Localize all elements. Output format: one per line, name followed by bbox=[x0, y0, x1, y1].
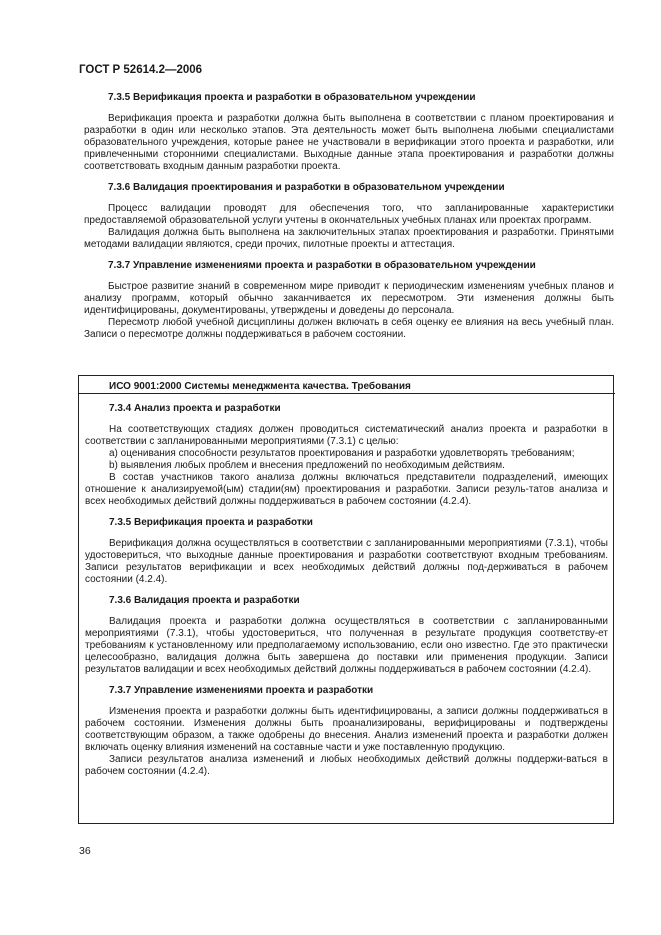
box-title: ИСО 9001:2000 Системы менеджмента качества. Требования bbox=[109, 381, 411, 392]
section-title: 7.3.5 Верификация проекта и разработки в образовательном учреждении bbox=[108, 92, 476, 103]
box-section-7-3-5 bbox=[85, 517, 608, 586]
box-section-7-3-7 bbox=[85, 685, 608, 778]
section-title: 7.3.6 Валидация проекта и разработки bbox=[109, 595, 300, 606]
iso-quote-box bbox=[78, 375, 614, 824]
paragraph: Записи результатов анализа изменений и любых необходимых действий должны поддержи-ваться в рабочем состоянии (4.2.4). bbox=[85, 754, 608, 777]
document-header: ГОСТ Р 52614.2—2006 bbox=[79, 64, 203, 76]
paragraph: Валидация должна быть выполнена на заключительных этапах проектирования и разработки. Принятыми методами валидации являются, среди прочих, пилотные проекты и аттестация. bbox=[84, 227, 614, 250]
paragraph: Верификация должна осуществляться в соответствии с запланированными мероприятиями (7.3.1), чтобы удостовериться, что выходные данные проектирования и разработки соответствуют входным требованиям. Записи результатов верификации и всех необходимых действий должны под-держиваться в рабочем состоянии (4.2.4). bbox=[85, 538, 608, 585]
paragraph: На соответствующих стадиях должен проводиться систематический анализ проекта и разработки в соответствии с запланированными мероприятиями (7.3.1) с целью: bbox=[85, 424, 608, 447]
list-item-b: b) выявления любых проблем и внесения предложений по необходимым действиям. bbox=[109, 460, 505, 471]
main-text bbox=[84, 92, 614, 350]
section-title: 7.3.5 Верификация проекта и разработки bbox=[109, 517, 313, 528]
section-7-3-5 bbox=[84, 92, 614, 173]
paragraph: В состав участников такого анализа должны включаться представители подразделений, имеющих отношение к анализируемой(ым) стадии(ям) проектирования и разработки. Записи резуль-татов анализа и всех необходимых действий должны поддерживаться в рабочем состоянии (4.2.4). bbox=[85, 472, 608, 507]
paragraph: Верификация проекта и разработки должна быть выполнена в соответствии с планом проектирования и разработки в один или несколько этапов. Эта деятельность может быть выполнена любыми специалистами образовательного учреждения, которые ранее не участвовали в верификации этого проекта и разработки, или привлеченными сторонними специалистами. Выходные данные этапа проектирования и разработки должны соответствовать входным данным разработки проекта. bbox=[84, 113, 614, 172]
box-section-7-3-6 bbox=[85, 595, 608, 676]
section-title: 7.3.7 Управление изменениями проекта и разработки bbox=[109, 685, 374, 696]
paragraph: Валидация проекта и разработки должна осуществляться в соответствии с запланированными мероприятиями (7.3.1), чтобы удостовериться, что полученная в результате продукция соответству-ет требованиям к установленному или предполагаемому использованию, если оно известно. Где это практически целесообразно, валидация должна быть завершена до поставки или применения продукции. Записи результатов валидации и всех необходимых действий должны поддерживаться в рабочем состоянии (4.2.4). bbox=[85, 616, 608, 675]
section-title: 7.3.4 Анализ проекта и разработки bbox=[109, 403, 281, 414]
box-content bbox=[85, 381, 608, 778]
paragraph: Процесс валидации проводят для обеспечения того, что запланированные характеристики предоставляемой образовательной услуги учтены в окончательных учебных планах или проектах программ. bbox=[84, 203, 614, 226]
section-7-3-7 bbox=[84, 260, 614, 341]
page-number: 36 bbox=[79, 845, 91, 857]
section-7-3-6 bbox=[84, 182, 614, 251]
list-item-a: a) оценивания способности результатов проектирования и разработки удовлетворять требованиям; bbox=[109, 448, 575, 459]
section-title: 7.3.6 Валидация проектирования и разработки в образовательном учреждении bbox=[108, 182, 505, 193]
box-section-7-3-4 bbox=[85, 403, 608, 508]
paragraph: Пересмотр любой учебной дисциплины должен включать в себя оценку ее влияния на весь учебный план. Записи о пересмотре должны поддерживаться в рабочем состоянии. bbox=[84, 317, 614, 340]
paragraph: Изменения проекта и разработки должны быть идентифицированы, а записи должны поддерживаться в рабочем состоянии. Изменения должны быть проанализированы, верифицированы и подтверждены соответствующим образом, а также одобрены до внесения. Анализ изменений проекта и разработки должен включать оценку влияния изменений на составные части и уже поставленную продукцию. bbox=[85, 706, 608, 753]
paragraph: Быстрое развитие знаний в современном мире приводит к периодическим изменениям учебных планов и анализу программ, который обычно заканчивается их пересмотром. Эти изменения должны быть идентифицированы, документированы, утверждены и доведены до персонала. bbox=[84, 281, 614, 316]
section-title: 7.3.7 Управление изменениями проекта и разработки в образовательном учреждении bbox=[108, 260, 536, 271]
